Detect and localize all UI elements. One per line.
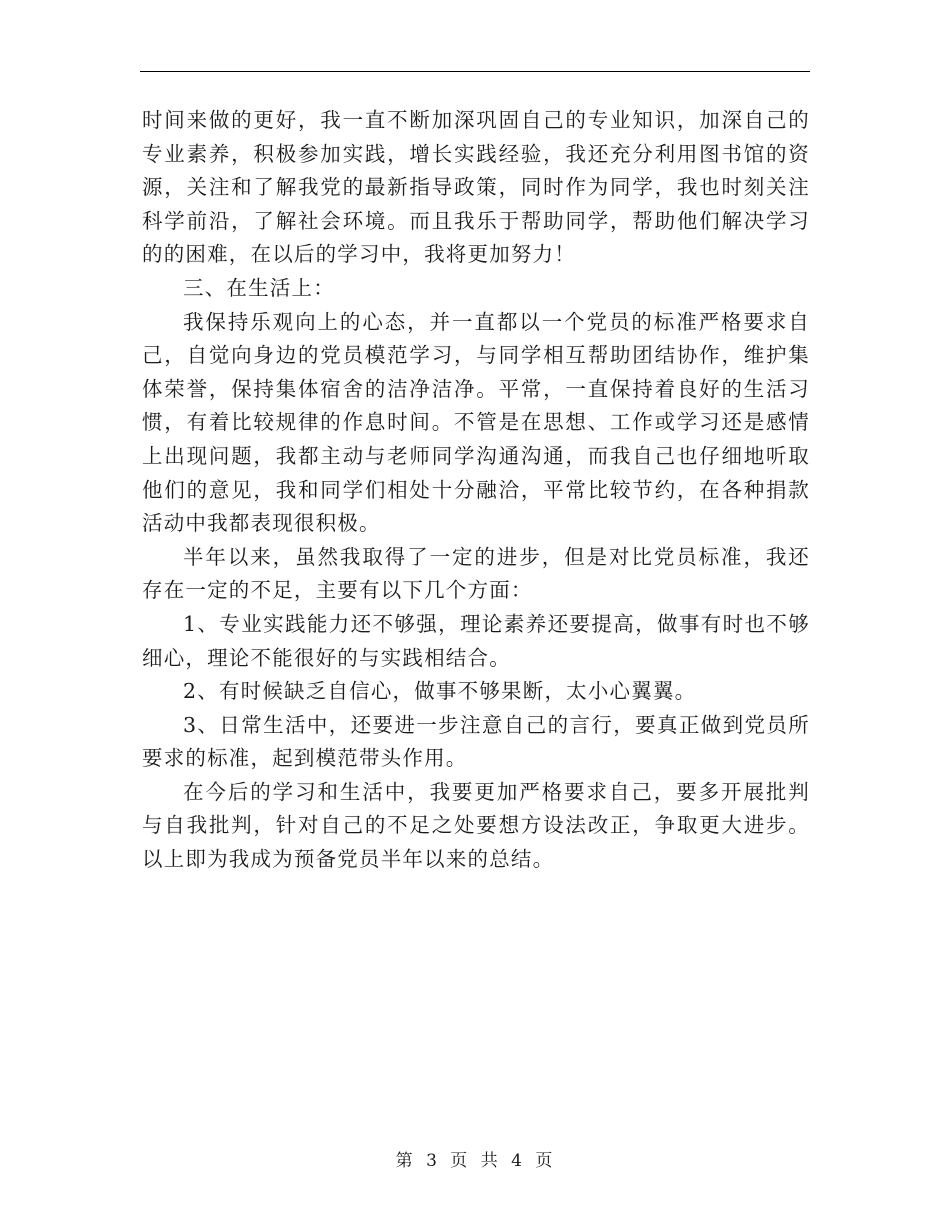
paragraph-study-continued: 时间来做的更好，我一直不断加深巩固自己的专业知识，加深自己的专业素养，积极参加实践，增长实践经验，我还充分利用图书馆的资源，关注和了解我党的最新指导政策，同时作为同学，我也时刻关注科学前沿，了解社会环境。而且我乐于帮助同学，帮助他们解决学习的的困难，在以后的学习中，我将更加努力！ [142, 108, 810, 267]
section-heading-life: 三、在生活上： [183, 275, 335, 300]
document-body [142, 104, 810, 877]
list-item-shortcoming-2: 2、有时候缺乏自信心，做事不够果断，太小心翼翼。 [183, 679, 697, 704]
paragraph-conclusion: 在今后的学习和生活中，我要更加严格要求自己，要多开展批判与自我批判，针对自己的不足之处要想方设法改正，争取更大进步。以上即为我成为预备党员半年以来的总结。 [142, 779, 810, 872]
list-item-shortcoming-1: 1、专业实践能力还不够强，理论素养还要提高，做事有时也不够细心，理论不能很好的与实践相结合。 [142, 611, 810, 670]
page-number-footer: 第 3 页 共 4 页 [395, 1151, 555, 1171]
list-item-shortcoming-3: 3、日常生活中，还要进一步注意自己的言行，要真正做到党员所要求的标准，起到模范带头作用。 [142, 712, 810, 771]
paragraph-shortcomings-intro: 半年以来，虽然我取得了一定的进步，但是对比党员标准，我还存在一定的不足，主要有以下几个方面： [142, 544, 810, 603]
paragraph-life: 我保持乐观向上的心态，并一直都以一个党员的标准严格要求自己，自觉向身边的党员模范学习，与同学相互帮助团结协作，维护集体荣誉，保持集体宿舍的洁净洁净。平常，一直保持着良好的生活习惯，有着比较规律的作息时间。不管是在思想、工作或学习还是感情上出现问题，我都主动与老师同学沟通沟通，而我自己也仔细地听取他们的意见，我和同学们相处十分融洽，平常比较节约，在各种捐款活动中我都表现很积极。 [142, 309, 810, 536]
header-rule [140, 71, 810, 72]
